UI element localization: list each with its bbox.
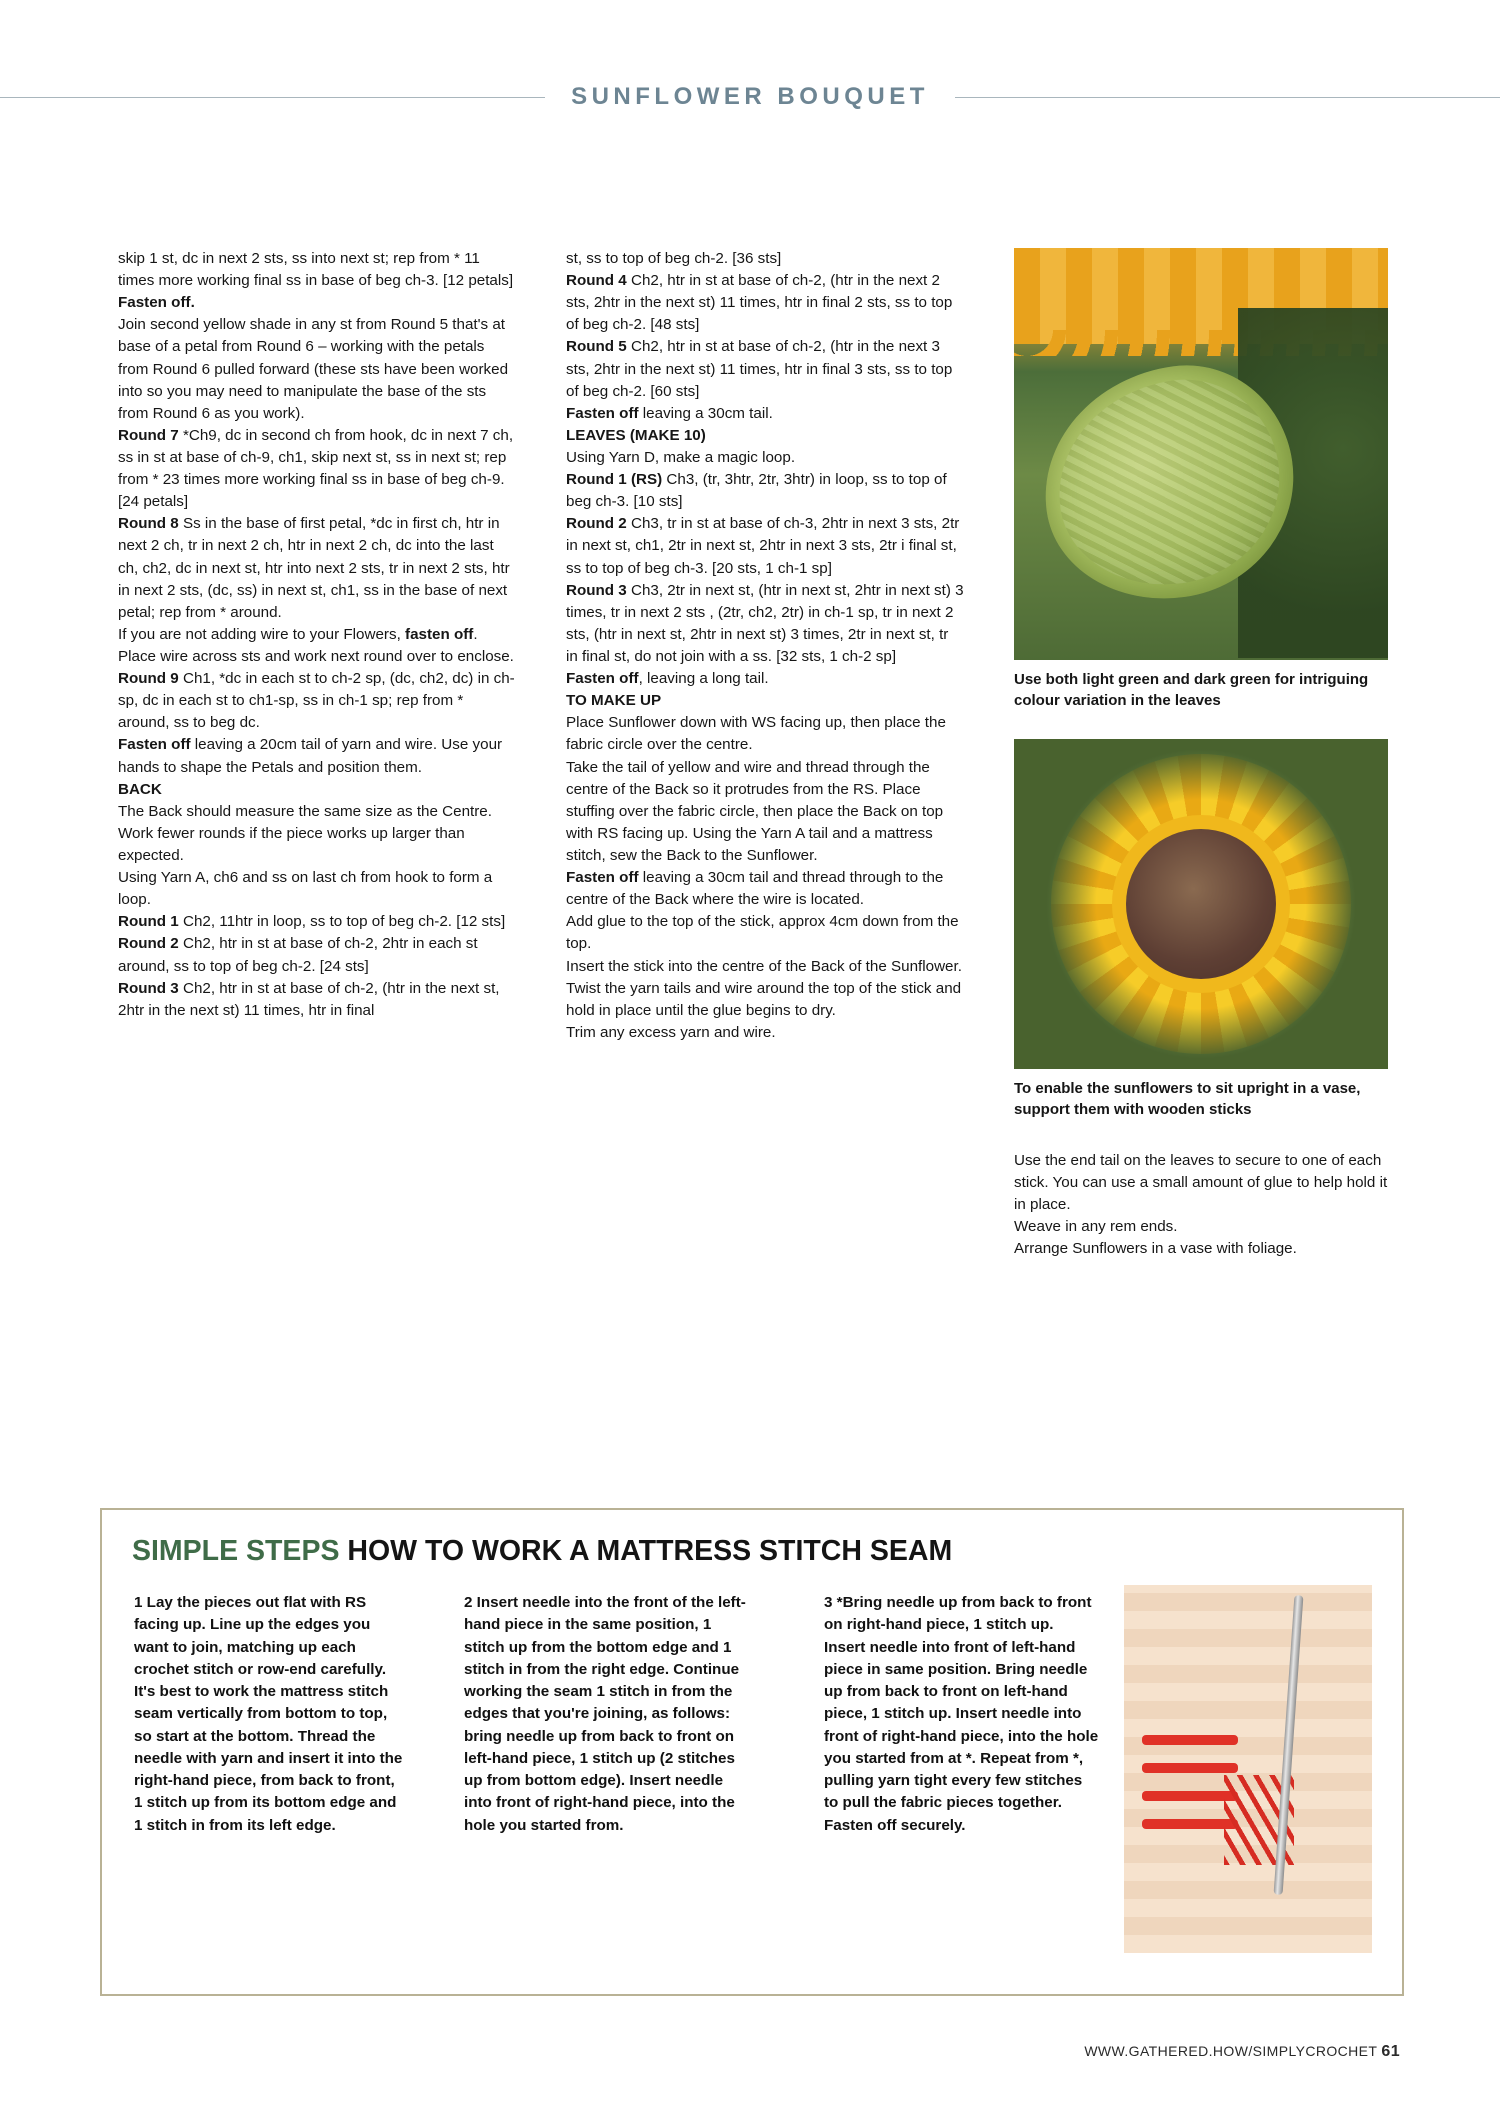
header-rule-right — [955, 97, 1500, 98]
paragraph: Round 1 Ch2, 11htr in loop, ss to top of beg ch-2. [12 sts] — [118, 913, 506, 931]
paragraph: skip 1 st, dc in next 2 sts, ss into next st; rep from * 11 times more working final ss in base of beg ch-3. [12 petals] — [118, 250, 514, 290]
paragraph: Round 2 Ch2, htr in st at base of ch-2, 2htr in each st around, ss to top of beg ch-2. [24 sts] — [118, 935, 478, 975]
column-two — [566, 248, 964, 1044]
paragraph: Round 4 Ch2, htr in st at base of ch-2, (htr in the next 2 sts, 2htr in the next st) 11 times, htr in final 2 sts, ss to top of beg ch-2. [48 sts] — [566, 272, 953, 334]
paragraph: Round 9 Ch1, *dc in each st to ch-2 sp, (dc, ch2, dc) in ch-sp, dc in each st to ch1-sp, ss in ch-1 sp; rep from * around, ss to beg dc. — [118, 670, 515, 732]
paragraph: Using Yarn A, ch6 and ss on last ch from hook to form a loop. — [118, 869, 493, 909]
paragraph: Round 5 Ch2, htr in st at base of ch-2, (htr in the next 3 sts, 2htr in the next st) 11 times, htr in final 3 sts, ss to top of beg ch-2. [60 sts] — [566, 338, 953, 400]
simple-steps-heading: HOW TO WORK A MATTRESS STITCH SEAM — [347, 1535, 953, 1567]
paragraph: Trim any excess yarn and wire. — [566, 1023, 776, 1041]
photo-mattress-stitch — [1124, 1585, 1372, 1953]
photo-sunflower-centre — [1126, 829, 1276, 979]
column-three — [1014, 248, 1388, 1261]
paragraph: Join second yellow shade in any st from Round 5 that's at base of a petal from Round 6 – working with the petals from Round 6 pulled forward (these sts have been worked into so you may need to manipulate the base of the sts from Round 6 as you work). — [118, 316, 509, 422]
paragraph: The Back should measure the same size as the Centre. Work fewer rounds if the piece works up larger than expected. — [118, 802, 492, 864]
step-item: 3 *Bring needle up from back to front on right-hand piece, 1 stitch up. Insert needle into front of left-hand piece in same position. Bring needle up from back to front on left-hand piece, 1 stitch up. Insert needle into front of right-hand piece, into the hole you started from at *. Repeat from *, pulling yarn tight every few stitches to pull the fabric pieces together. Fasten off securely. — [824, 1594, 1099, 1834]
column-one — [118, 248, 516, 1022]
footer-url: WWW.GATHERED.HOW/SIMPLYCROCHET — [1084, 2043, 1378, 2059]
paragraph: Arrange Sunflowers in a vase with foliage. — [1014, 1240, 1297, 1258]
paragraph: Round 3 Ch3, 2tr in next st, (htr in next st, 2htr in next st) 3 times, tr in next 2 sts , (2tr, ch2, 2tr) in ch-1 sp, tr in next 2 sts, (htr in next st, 2htr in next st) 3 times, 2tr in next st, tr in final st, do not join with a ss. [32 sts, 1 ch-2 sp] — [566, 581, 964, 665]
paragraph: If you are not adding wire to your Flowers, fasten off. — [118, 625, 478, 643]
section-heading-leaves: LEAVES (MAKE 10) — [566, 426, 706, 444]
paragraph: Round 7 *Ch9, dc in second ch from hook, dc in next 7 ch, ss in st at base of ch-9, ch1, skip next st, ss in next st; rep from * 23 times more working final ss in base of beg ch-9. [24 petals] — [118, 426, 514, 511]
page-number: 61 — [1381, 2043, 1400, 2060]
paragraph: Place wire across sts and work next round over to enclose. — [118, 647, 514, 665]
paragraph: Fasten off, leaving a long tail. — [566, 670, 769, 688]
simple-steps-box — [100, 1508, 1404, 1996]
footer — [1084, 2043, 1400, 2061]
simple-steps-label: SIMPLE STEPS — [132, 1535, 340, 1567]
paragraph: Weave in any rem ends. — [1014, 1218, 1178, 1236]
paragraph: Add glue to the top of the stick, approx 4cm down from the top. — [566, 913, 959, 953]
paragraph: Use the end tail on the leaves to secure to one of each stick. You can use a small amount of glue to help hold it in place. — [1014, 1152, 1388, 1214]
simple-steps-title — [132, 1535, 952, 1568]
paragraph: st, ss to top of beg ch-2. [36 sts] — [566, 250, 782, 267]
paragraph: Round 1 (RS) Ch3, (tr, 3htr, 2tr, 3htr) in loop, ss to top of beg ch-3. [10 sts] — [566, 471, 947, 511]
paragraph: Fasten off leaving a 30cm tail. — [566, 404, 773, 422]
section-heading-to-make-up: TO MAKE UP — [566, 692, 662, 710]
paragraph: Take the tail of yellow and wire and thread through the centre of the Back so it protrudes from the RS. Place stuffing over the fabric circle, then place the Back on top with RS facing up. Using the Yarn A tail and a mattress stitch, sew the Back to the Sunflower. — [566, 758, 944, 864]
photo-leaves-caption: Use both light green and dark green for intriguing colour variation in the leaves — [1014, 671, 1369, 709]
page-header — [0, 82, 1500, 112]
paragraph: Using Yarn D, make a magic loop. — [566, 448, 796, 466]
step-item: 1 Lay the pieces out flat with RS facing up. Line up the edges you want to join, matching up each crochet stitch or row-end carefully. It's best to work the mattress stitch seam vertically from bottom to top, so start at the bottom. Thread the needle with yarn and insert it into the right-hand piece, from back to front, 1 stitch up from its bottom edge and 1 stitch in from its left edge. — [134, 1594, 403, 1834]
paragraph: Fasten off leaving a 20cm tail of yarn and wire. Use your hands to shape the Petals and position them. — [118, 736, 503, 776]
paragraph: Place Sunflower down with WS facing up, then place the fabric circle over the centre. — [566, 714, 946, 754]
paragraph: Round 2 Ch3, tr in st at base of ch-3, 2htr in next 3 sts, 2tr in next st, ch1, 2tr in next st, 2htr in next 3 sts, 2tr i final st, ss to top of beg ch-3. [20 sts, 1 ch-1 sp] — [566, 515, 960, 577]
paragraph: Round 3 Ch2, htr in st at base of ch-2, (htr in the next st, 2htr in the next st) 11 times, htr in final — [118, 979, 500, 1019]
photo-sunflower — [1014, 739, 1388, 1069]
section-heading-back: BACK — [118, 780, 162, 798]
header-rule-left — [0, 97, 545, 98]
paragraph: Fasten off. — [118, 294, 195, 312]
photo-leaves — [1014, 248, 1388, 660]
photo-red-yarn — [1142, 1735, 1238, 1745]
step-item: 2 Insert needle into the front of the left-hand piece in the same position, 1 stitch up from the bottom edge and 1 stitch in from the right edge. Continue working the seam 1 stitch in from the edges that you're joining, as follows: bring needle up from back to front on left-hand piece, 1 stitch up (2 stitches up from bottom edge). Insert needle into front of right-hand piece, into the hole you started from. — [464, 1594, 746, 1834]
paragraph: Insert the stick into the centre of the Back of the Sunflower. Twist the yarn tails and wire around the top of the stick and hold in place until the glue begins to dry. — [566, 957, 962, 1019]
page-title: SUNFLOWER BOUQUET — [571, 83, 929, 110]
paragraph: Round 8 Ss in the base of first petal, *dc in first ch, htr in next 2 ch, tr in next 2 ch, htr in next 2 ch, dc into the last ch, ch2, dc in next st, htr into next 2 sts, tr in next 2 sts, htr in next 2 sts, (dc, ss) in next st, ch1, ss in the base of next petal; rep from * around. — [118, 515, 510, 621]
photo-sunflower-caption: To enable the sunflowers to sit upright in a vase, support them with wooden sticks — [1014, 1080, 1361, 1118]
paragraph: Fasten off leaving a 30cm tail and thread through to the centre of the Back where the wire is located. — [566, 869, 944, 909]
